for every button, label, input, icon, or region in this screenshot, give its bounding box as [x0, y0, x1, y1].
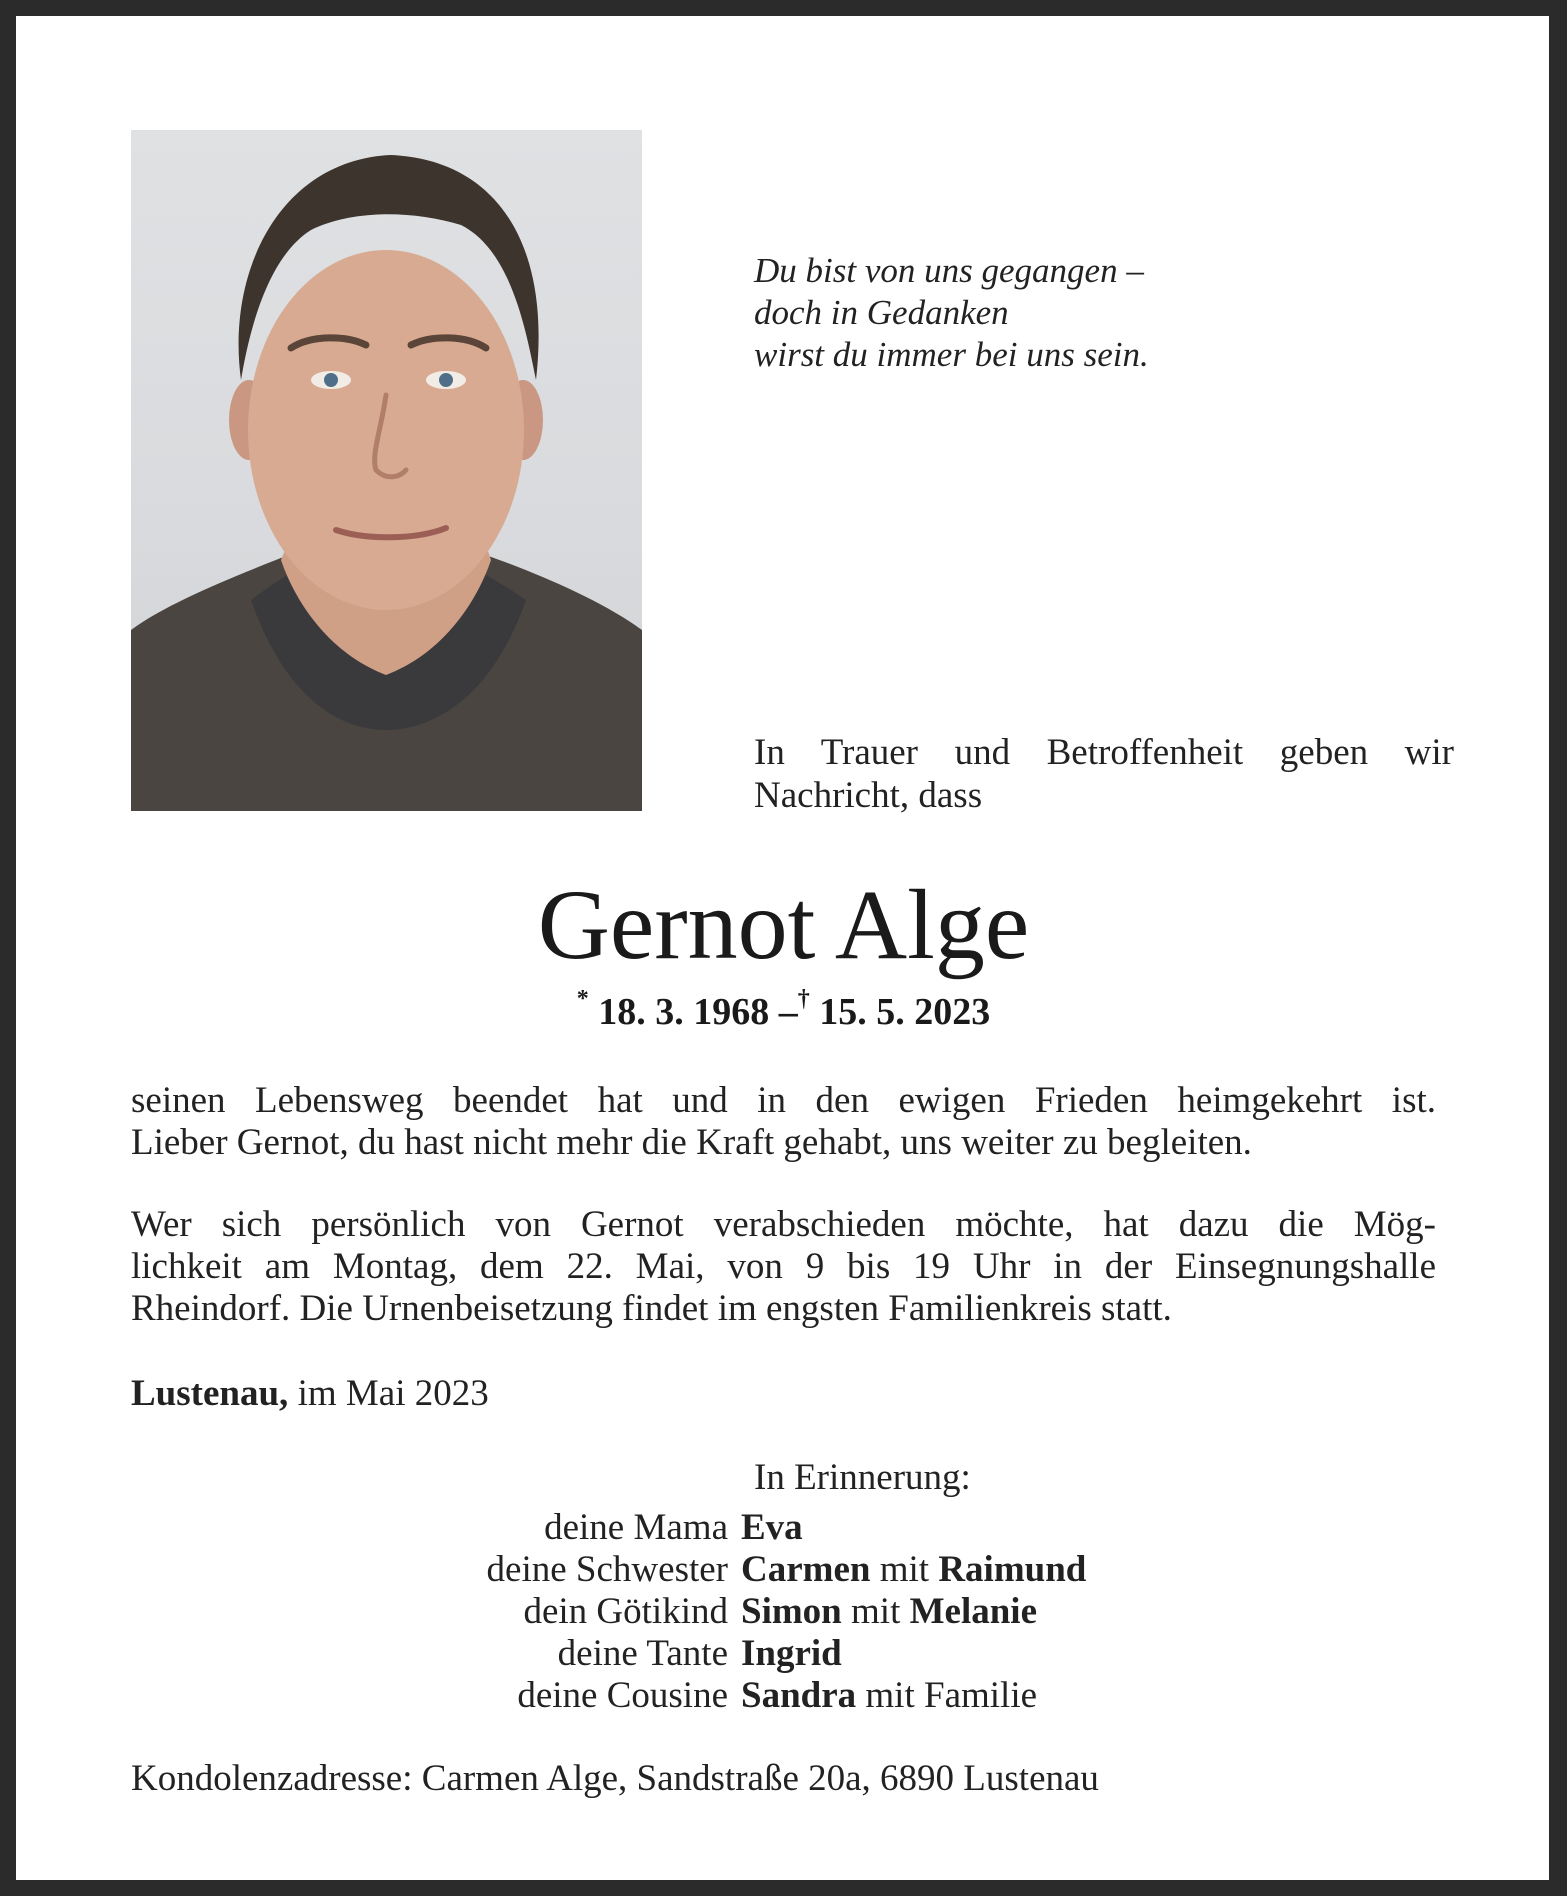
paragraph-line: Wer sich persönlich von Gernot verabschieden möchte, hat dazu die Mög- [131, 1204, 1436, 1245]
place: Lustenau, [131, 1373, 289, 1414]
mourner-row [0, 1507, 1567, 1549]
mourner-name: Eva [741, 1507, 803, 1548]
remembrance-heading: In Erinnerung: [754, 1457, 971, 1498]
mourner-row [0, 1591, 1567, 1633]
mourner-row [0, 1675, 1567, 1717]
portrait-illustration [131, 130, 642, 811]
paragraph-line: lichkeit am Montag, dem 22. Mai, von 9 bis 19 Uhr in der Einsegnungshalle [131, 1246, 1436, 1287]
paragraph-passing [131, 1080, 1436, 1164]
verse-line: wirst du immer bei uns sein. [754, 335, 1149, 374]
date: im Mai 2023 [297, 1373, 489, 1414]
paragraph-line: seinen Lebensweg beendet hat und in den ewigen Frieden heimgekehrt ist. [131, 1080, 1436, 1121]
paragraph-line: Rheindorf. Die Urnenbeisetzung findet im engsten Familienkreis statt. [131, 1288, 1172, 1329]
portrait-photo [131, 130, 642, 811]
intro-line: Nachricht, dass [754, 775, 983, 816]
announcement-intro [754, 731, 1454, 817]
birth-symbol: * [576, 986, 589, 1012]
mourner-name: Ingrid [741, 1633, 842, 1674]
deceased-name: Gernot Alge [537, 869, 1030, 980]
paragraph-line: Lieber Gernot, du hast nicht mehr die Kraft gehabt, uns weiter zu begleiten. [131, 1122, 1252, 1163]
place-and-date [131, 1372, 489, 1415]
mourner-relation: deine Schwester [486, 1549, 728, 1590]
mourner-connector: mit Familie [865, 1675, 1038, 1716]
death-symbol: † [797, 986, 810, 1012]
mourner-name: Simon [741, 1591, 842, 1632]
mourner-name: Sandra [741, 1675, 857, 1716]
date-separator: – [778, 991, 798, 1033]
death-date: 15. 5. 2023 [819, 991, 991, 1033]
paragraph-farewell [131, 1204, 1436, 1330]
mourner-row [0, 1633, 1567, 1675]
mourner-connector: mit [851, 1591, 901, 1632]
mourner-relation: deine Tante [557, 1633, 728, 1674]
verse-line: doch in Gedanken [754, 293, 1009, 332]
life-dates [0, 986, 1567, 1034]
mourner-name: Carmen [741, 1549, 871, 1590]
mourner-row [0, 1549, 1567, 1591]
intro-line: In Trauer und Betroffenheit geben wir [754, 732, 1454, 773]
verse-line: Du bist von uns gegangen – [754, 251, 1144, 290]
mourner-connector: mit [879, 1549, 930, 1590]
birth-date: 18. 3. 1968 [598, 991, 770, 1033]
condolence-address: Kondolenzadresse: Carmen Alge, Sandstraße 20a, 6890 Lustenau [131, 1758, 1099, 1799]
mourner-relation: dein Götikind [523, 1591, 728, 1632]
mourner-partner: Melanie [909, 1591, 1038, 1632]
mourner-relation: deine Mama [544, 1507, 728, 1548]
mourner-relation: deine Cousine [517, 1675, 728, 1716]
memorial-verse [754, 250, 1149, 376]
mourners-list [0, 1507, 1567, 1717]
mourner-partner: Raimund [938, 1549, 1087, 1590]
